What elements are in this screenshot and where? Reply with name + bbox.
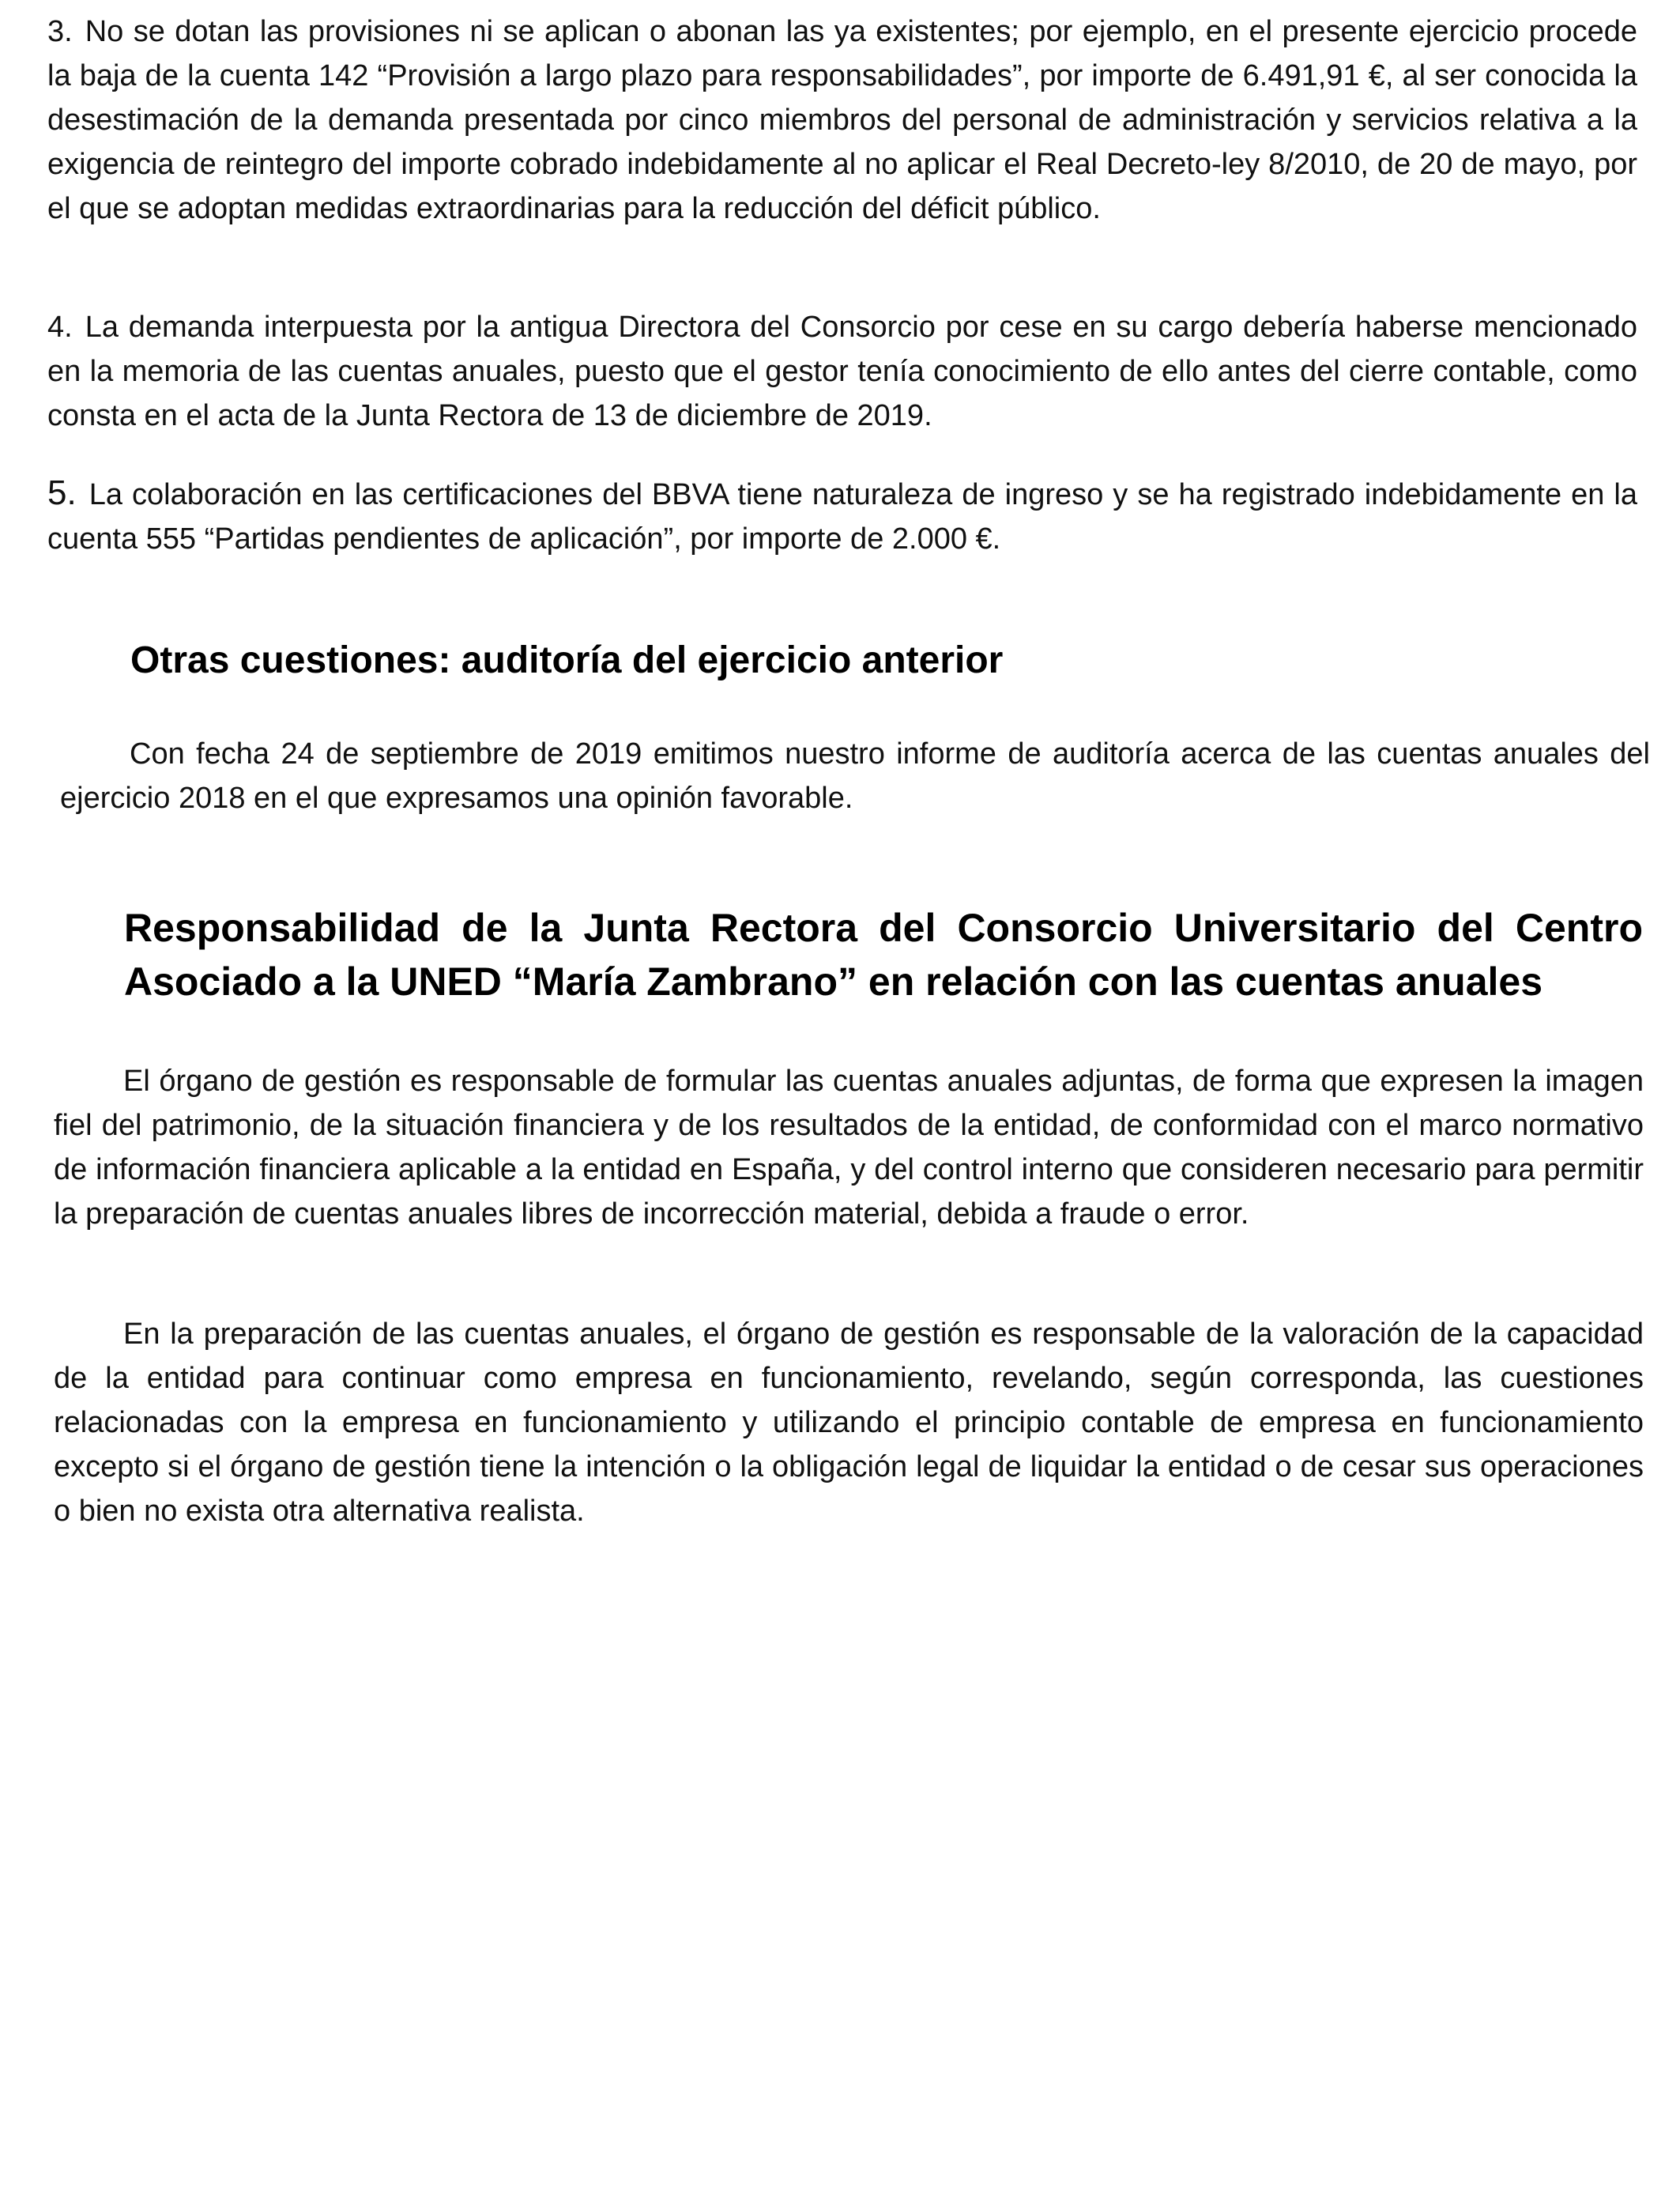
list-item-5 [47, 471, 1637, 561]
list-item-number: 3. [47, 15, 73, 48]
other-matters-paragraph: Con fecha 24 de septiembre de 2019 emitimos nuestro informe de auditoría acerca de las cuentas anuales del ejercicio 2018 en el que expresamos una opinión favorable. [60, 737, 1650, 815]
list-item-4 [47, 305, 1637, 438]
section-heading-responsibility: Responsabilidad de la Junta Rectora del Consorcio Universitario del Centro Asociado a la UNED “María Zambrano” en relación con las cuentas anuales [124, 906, 1643, 1004]
list-item-text: No se dotan las provisiones ni se aplican o abonan las ya existentes; por ejemplo, en el presente ejercicio procede la baja de la cuenta 142 “Provisión a largo plazo para responsabilidades”, por importe de 6.491,91 €, al ser conocida la desestimación de la demanda presentada por cinco miembros del personal de administración y servicios relativa a la exigencia de reintegro del importe cobrado indebidamente al no aplicar el Real Decreto-ley 8/2010, de 20 de mayo, por el que se adoptan medidas extraordinarias para la reducción del déficit público. [47, 15, 1637, 225]
list-item-number: 4. [47, 311, 73, 344]
responsibility-paragraph-2: En la preparación de las cuentas anuales, el órgano de gestión es responsable de la valoración de la capacidad de la entidad para continuar como empresa en funcionamiento, revelando, según corresponda, las cuestiones relacionadas con la empresa en funcionamiento y utilizando el principio contable de empresa en funcionamiento excepto si el órgano de gestión tiene la intención o la obligación legal de liquidar la entidad o de cesar sus operaciones o bien no exista otra alternativa realista. [54, 1318, 1644, 1528]
section-heading-other-matters: Otras cuestiones: auditoría del ejercicio anterior [130, 639, 1004, 681]
list-item-3 [47, 9, 1637, 231]
list-item-text: La colaboración en las certificaciones del BBVA tiene naturaleza de ingreso y se ha registrado indebidamente en la cuenta 555 “Partidas pendientes de aplicación”, por importe de 2.000 €. [47, 478, 1637, 556]
list-item-number: 5. [47, 473, 77, 512]
list-item-text: La demanda interpuesta por la antigua Directora del Consorcio por cese en su cargo debería haberse mencionado en la memoria de las cuentas anuales, puesto que el gestor tenía conocimiento de ello antes del cierre contable, como consta en el acta de la Junta Rectora de 13 de diciembre de 2019. [47, 311, 1637, 432]
responsibility-paragraph-1: El órgano de gestión es responsable de formular las cuentas anuales adjuntas, de forma que expresen la imagen fiel del patrimonio, de la situación financiera y de los resultados de la entidad, de conformidad con el marco normativo de información financiera aplicable a la entidad en España, y del control interno que consideren necesario para permitir la preparación de cuentas anuales libres de incorrección material, debida a fraude o error. [54, 1065, 1644, 1231]
